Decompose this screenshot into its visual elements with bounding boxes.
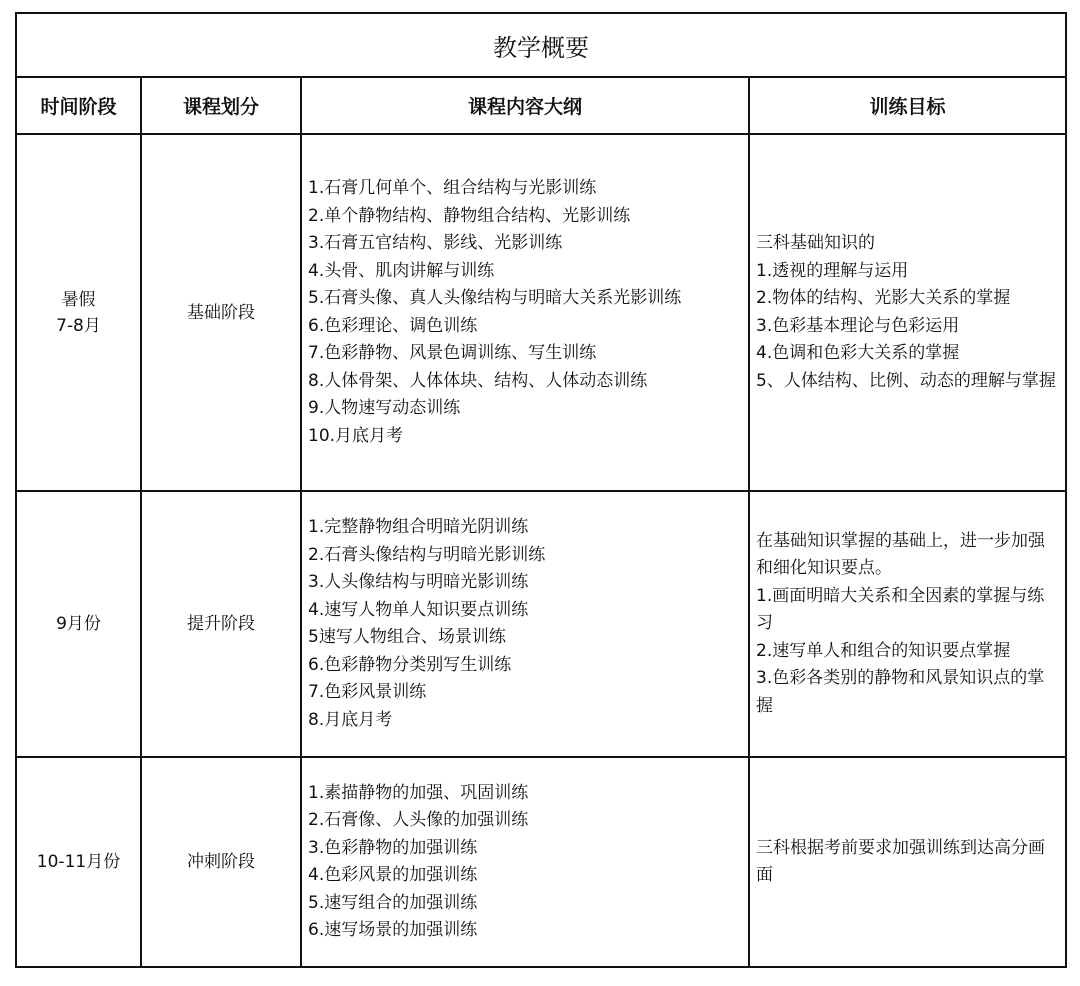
period-cell (16, 491, 141, 757)
content-item: 1.素描静物的加强、巩固训练 (308, 782, 529, 803)
content-item: 1.石膏几何单个、组合结构与光影训练 (308, 178, 597, 198)
content-item: 7.色彩风景训练 (308, 682, 427, 702)
content-cell (301, 757, 749, 967)
content-item: 8.月底月考 (308, 709, 393, 730)
table-title: 教学概要 (16, 13, 1066, 77)
header-phase: 课程划分 (141, 77, 301, 134)
content-item: 4.头骨、肌肉讲解与训练 (308, 260, 495, 281)
phase-cell: 冲刺阶段 (141, 757, 301, 967)
goal-cell (749, 134, 1066, 491)
header-row (16, 77, 1066, 134)
period-line: 暑假 (61, 289, 96, 310)
table-row (16, 134, 1066, 491)
content-item: 6.色彩理论、调色训练 (308, 315, 478, 336)
goal-item: 三科基础知识的 (756, 233, 875, 253)
content-item: 4.色彩风景的加强训练 (308, 865, 478, 885)
period-line: 10-11月份 (36, 852, 121, 872)
content-item: 6.速写场景的加强训练 (308, 920, 478, 940)
content-item: 10.月底月考 (308, 425, 404, 446)
goal-item: 在基础知识掌握的基础上，进一步加强和细化知识要点。 (756, 530, 1045, 579)
goal-item: 3.色彩各类别的静物和风景知识点的掌握 (756, 668, 1045, 716)
content-cell (301, 134, 749, 491)
goal-item: 3.色彩基本理论与色彩运用 (756, 315, 960, 336)
goal-item: 三科根据考前要求加强训练到达高分画面 (756, 837, 1045, 885)
content-item: 4.速写人物单人知识要点训练 (308, 599, 529, 620)
period-line: 9月份 (56, 614, 101, 634)
phase-cell: 提升阶段 (141, 491, 301, 757)
content-item: 9.人物速写动态训练 (308, 398, 461, 418)
goal-cell (749, 757, 1066, 967)
goal-item: 2.物体的结构、光影大关系的掌握 (756, 288, 1011, 308)
goal-item: 1.画面明暗大关系和全因素的掌握与练习 (756, 585, 1045, 634)
header-goals: 训练目标 (749, 77, 1066, 134)
content-item: 3.石膏五官结构、影线、光影训练 (308, 233, 563, 253)
content-item: 2.石膏头像结构与明暗光影训练 (308, 544, 546, 565)
header-content: 课程内容大纲 (301, 77, 749, 134)
content-item: 6.色彩静物分类别写生训练 (308, 654, 512, 675)
content-item: 8.人体骨架、人体体块、结构、人体动态训练 (308, 370, 648, 391)
content-item: 5.石膏头像、真人头像结构与明暗大关系光影训练 (308, 288, 682, 308)
goal-item: 1.透视的理解与运用 (756, 260, 909, 281)
period-line: 7-8月 (56, 315, 101, 336)
content-cell (301, 491, 749, 757)
period-cell (16, 134, 141, 491)
header-period: 时间阶段 (16, 77, 141, 134)
teaching-outline-table (15, 12, 1067, 968)
content-item: 3.人头像结构与明暗光影训练 (308, 572, 529, 592)
table-row (16, 757, 1066, 967)
content-item: 5.速写组合的加强训练 (308, 892, 478, 913)
goal-cell (749, 491, 1066, 757)
period-cell (16, 757, 141, 967)
title-row (16, 13, 1066, 77)
phase-cell: 基础阶段 (141, 134, 301, 491)
content-item: 1.完整静物组合明暗光阴训练 (308, 517, 529, 537)
content-item: 7.色彩静物、风景色调训练、写生训练 (308, 343, 597, 363)
table-row (16, 491, 1066, 757)
content-item: 2.单个静物结构、静物组合结构、光影训练 (308, 205, 631, 226)
goal-item: 2.速写单人和组合的知识要点掌握 (756, 640, 1011, 661)
content-item: 5速写人物组合、场景训练 (308, 627, 506, 647)
content-item: 2.石膏像、人头像的加强训练 (308, 810, 529, 830)
content-item: 3.色彩静物的加强训练 (308, 837, 478, 858)
goal-item: 5、人体结构、比例、动态的理解与掌握 (756, 370, 1056, 391)
goal-item: 4.色调和色彩大关系的掌握 (756, 343, 960, 363)
